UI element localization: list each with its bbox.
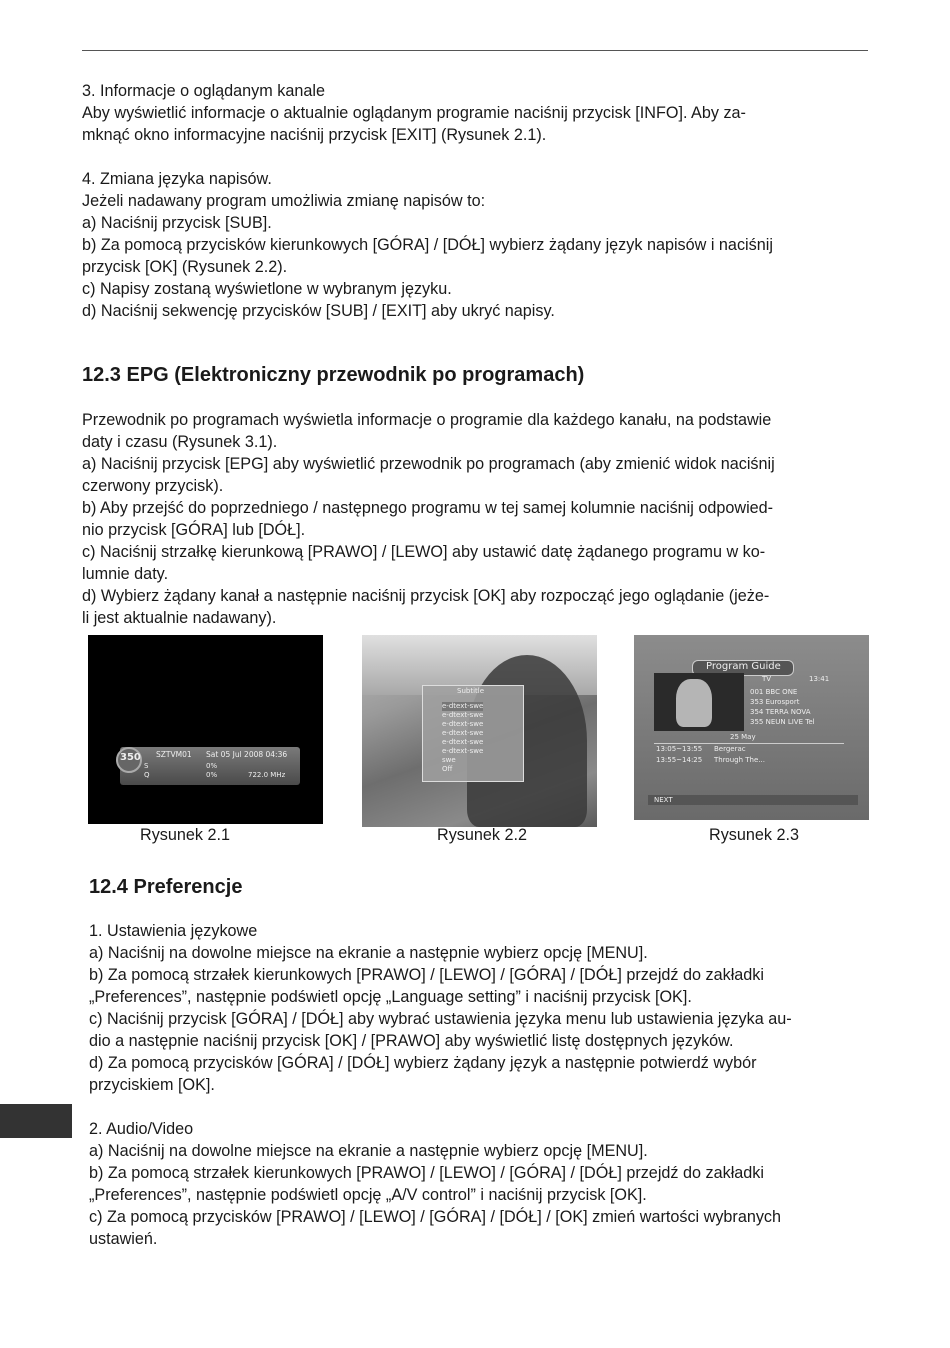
subtitle-option[interactable]: e-dtext-swe <box>442 729 484 737</box>
text-line: c) Naciśnij strzałkę kierunkową [PRAWO] / [LEWO] aby ustawić datę żądanego programu w ko- <box>82 543 766 561</box>
text-line: dio a następnie naciśnij przycisk [OK] / [PRAWO] aby wyświetlić listę dostępnych języków. <box>89 1032 734 1050</box>
subtitle-option[interactable]: e-dtext-swe <box>442 738 484 746</box>
channel-name: SZTVM01 <box>156 750 192 759</box>
figure-program-guide <box>634 635 869 820</box>
caption-2-2: Rysunek 2.2 <box>437 826 527 844</box>
quality-value: 0% <box>206 771 218 779</box>
subtitle-options <box>442 702 483 774</box>
signal-label: S <box>144 762 149 770</box>
text-line: lumnie daty. <box>82 565 169 583</box>
guide-time: 13:41 <box>809 675 830 683</box>
subtitle-option[interactable]: e-dtext-swe <box>442 747 484 755</box>
guide-footer <box>648 795 858 805</box>
text-line: „Preferences”, następnie podświetl opcję „Language setting” i naciśnij przycisk [OK]. <box>89 988 692 1006</box>
guide-divider <box>654 743 844 744</box>
text-line: 1. Ustawienia językowe <box>89 922 258 940</box>
text-line: a) Naciśnij na dowolne miejsce na ekranie a następnie wybierz opcję [MENU]. <box>89 944 648 962</box>
text-line: nio przycisk [GÓRA] lub [DÓŁ]. <box>82 521 306 539</box>
section-epg <box>82 409 882 629</box>
text-line: b) Za pomocą strzałek kierunkowych [PRAWO] / [LEWO] / [GÓRA] / [DÓŁ] przejdź do zakładki <box>89 966 764 984</box>
text-line: czerwony przycisk). <box>82 477 224 495</box>
heading-epg: 12.3 EPG (Elektroniczny przewodnik po programach) <box>82 364 585 386</box>
text-line: Jeżeli nadawany program umożliwia zmianę napisów to: <box>82 192 486 210</box>
preview-face <box>676 679 712 727</box>
text-line: Przewodnik po programach wyświetla informacje o programie dla każdego kanału, na podstawie <box>82 411 772 429</box>
guide-preview <box>654 673 744 731</box>
text-line: 2. Audio/Video <box>89 1120 194 1138</box>
channel-number: 350 <box>120 752 141 763</box>
subtitle-menu-title: Subtitle <box>457 687 485 695</box>
guide-channel[interactable]: 354 TERRA NOVA <box>750 708 811 716</box>
guide-next[interactable]: NEXT <box>654 796 673 804</box>
event-name[interactable]: Bergerac <box>714 745 746 753</box>
guide-channel[interactable]: 353 Eurosport <box>750 698 800 706</box>
text-line: 3. Informacje o oglądanym kanale <box>82 82 325 100</box>
text-line: d) Wybierz żądany kanał a następnie naciśnij przycisk [OK] aby rozpocząć jego oglądanie (jeże- <box>82 587 770 605</box>
guide-channel[interactable]: 001 BBC ONE <box>750 688 798 696</box>
text-line: d) Naciśnij sekwencję przycisków [SUB] / [EXIT] aby ukryć napisy. <box>82 302 555 320</box>
subtitle-option[interactable]: e-dtext-swe <box>442 711 484 719</box>
guide-channel-list <box>750 687 815 727</box>
event-time[interactable]: 13:55~14:25 <box>656 756 703 764</box>
quality-label: Q <box>144 771 150 779</box>
subtitle-option[interactable]: swe <box>442 756 456 764</box>
text-line: mknąć okno informacyjne naciśnij przycisk [EXIT] (Rysunek 2.1). <box>82 126 547 144</box>
text-line: „Preferences”, następnie podświetl opcję „A/V control” i naciśnij przycisk [OK]. <box>89 1186 647 1204</box>
text-line: 4. Zmiana języka napisów. <box>82 170 272 188</box>
figure-info-osd <box>88 635 323 824</box>
text-line: a) Naciśnij na dowolne miejsce na ekranie a następnie wybierz opcję [MENU]. <box>89 1142 648 1160</box>
text-line: b) Za pomocą strzałek kierunkowych [PRAWO] / [LEWO] / [GÓRA] / [DÓŁ] przejdź do zakładki <box>89 1164 764 1182</box>
text-line: c) Naciśnij przycisk [GÓRA] / [DÓŁ] aby wybrać ustawienia języka menu lub ustawienia języka au- <box>89 1010 792 1028</box>
subtitle-option[interactable]: e-dtext-swe <box>442 702 484 710</box>
guide-date: 25 May <box>730 733 756 741</box>
figure-subtitle-menu <box>362 635 597 827</box>
page-edge-tab <box>0 1104 72 1138</box>
header-rule <box>82 50 868 51</box>
text-line: daty i czasu (Rysunek 3.1). <box>82 433 278 451</box>
caption-2-1: Rysunek 2.1 <box>140 826 230 844</box>
caption-2-3: Rysunek 2.3 <box>709 826 799 844</box>
section-preferences <box>89 920 889 1250</box>
text-line: d) Za pomocą przycisków [GÓRA] / [DÓŁ] wybierz żądany język a następnie potwierdź wybór <box>89 1054 757 1072</box>
section-channel-info <box>82 80 882 322</box>
text-line: ustawień. <box>89 1230 158 1248</box>
text-line: li jest aktualnie nadawany). <box>82 609 277 627</box>
heading-preferences: 12.4 Preferencje <box>89 876 243 898</box>
text-line: przyciskiem [OK]. <box>89 1076 215 1094</box>
text-line: Aby wyświetlić informacje o aktualnie oglądanym programie naciśnij przycisk [INFO]. Aby za- <box>82 104 746 122</box>
date-time: Sat 05 Jul 2008 04:36 <box>206 750 288 759</box>
event-time[interactable]: 13:05~13:55 <box>656 745 703 753</box>
text-line: c) Napisy zostaną wyświetlone w wybranym języku. <box>82 280 452 298</box>
text-line: b) Za pomocą przycisków kierunkowych [GÓRA] / [DÓŁ] wybierz żądany język napisów i naciśnij <box>82 236 773 254</box>
guide-tv-label: TV <box>762 675 772 683</box>
text-line: c) Za pomocą przycisków [PRAWO] / [LEWO] / [GÓRA] / [DÓŁ] / [OK] zmień wartości wybranych <box>89 1208 782 1226</box>
text-line: przycisk [OK] (Rysunek 2.2). <box>82 258 288 276</box>
guide-title: Program Guide <box>706 661 781 672</box>
guide-channel[interactable]: 355 NEUN LIVE Tel <box>750 718 815 726</box>
signal-value: 0% <box>206 762 218 770</box>
text-line: a) Naciśnij przycisk [SUB]. <box>82 214 272 232</box>
frequency: 722.0 MHz <box>248 771 286 779</box>
text-line: a) Naciśnij przycisk [EPG] aby wyświetlić przewodnik po programach (aby zmienić widok naciśnij <box>82 455 775 473</box>
subtitle-option[interactable]: e-dtext-swe <box>442 720 484 728</box>
text-line: b) Aby przejść do poprzedniego / następnego programu w tej samej kolumnie naciśnij odpowied- <box>82 499 774 517</box>
subtitle-option[interactable]: Off <box>442 765 453 773</box>
event-name[interactable]: Through The... <box>714 756 765 764</box>
